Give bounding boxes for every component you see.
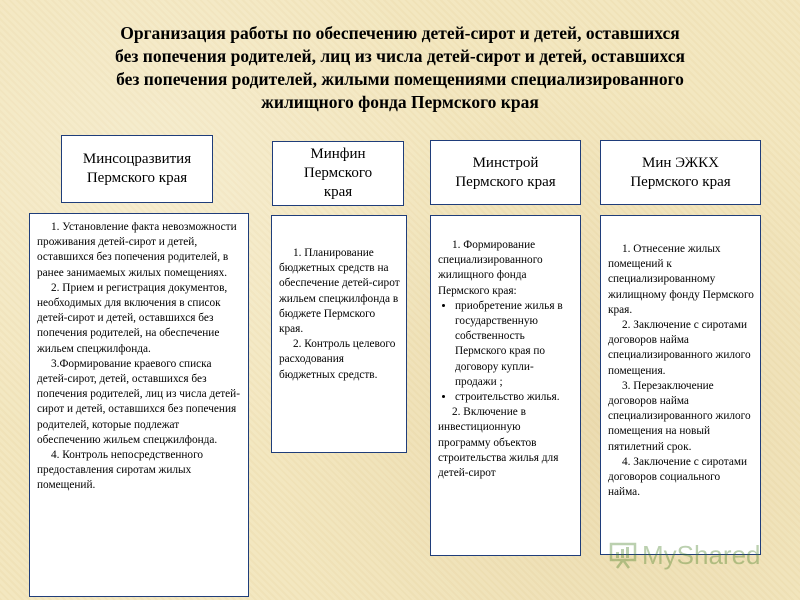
watermark-text: MyShared: [642, 539, 761, 570]
tasks-minstroy: [430, 215, 581, 556]
bullet-item: • приобретение жилья в государственную собственность Пермского края по договору купли-продажи ;: [455, 299, 574, 390]
bullet-item: • строительство жилья.: [455, 390, 574, 405]
header-line: Пермского: [303, 165, 373, 181]
header-line: Пермского края: [630, 173, 731, 190]
task-item: 1. Отнесение жилых помещений к специализированному жилищному фонду Пермского края.: [608, 243, 754, 316]
task-item: 4. Контроль непосредственного предоставления сиротам жилых помещений.: [37, 449, 204, 492]
title-line: Организация работы по обеспечению детей-сирот и детей, оставшихся: [120, 23, 680, 43]
header-minstroy: [430, 140, 581, 205]
task-item: 2. Контроль целевого расходования бюджетных средств.: [279, 338, 396, 381]
task-item: 2. Заключение с сиротами договоров найма специализированного жилого помещения.: [608, 319, 751, 377]
task-item: 1. Установление факта невозможности проживания детей-сирот и детей, оставшихся без попечения родителей, в ранее занимаемых жилых помещениях.: [37, 221, 237, 279]
title-line: жилищного фонда Пермского края: [261, 92, 539, 112]
header-min-ezhkkh: [600, 140, 761, 205]
watermark-logo: [608, 538, 768, 572]
header-minfin: [272, 141, 404, 206]
header-line: Пермского края: [86, 170, 188, 186]
task-item: 3. Перезаключение договоров найма специализированного жилого помещения на новый пятилетний срок.: [608, 379, 751, 453]
header-line: края: [323, 184, 353, 200]
header-line: Минстрой: [472, 154, 539, 171]
title-line: без попечения родителей, лиц из числа детей-сирот и детей, оставшихся: [115, 46, 685, 66]
header-line: Минсоцразвития: [82, 151, 192, 167]
header-line: Мин ЭЖКХ: [642, 154, 719, 171]
presentation-icon: [608, 540, 638, 570]
tasks-min-ezhkkh: [600, 215, 761, 555]
tasks-minsocrazvitiya: [29, 213, 249, 597]
header-line: Пермского края: [455, 173, 556, 190]
header-line: Минфин: [310, 146, 366, 162]
task-item: 3.Формирование краевого списка детей-сирот, детей, оставшихся без попечения родителей, лиц из числа детей-сирот и детей, оставшихся без попечения родителей, которые подлежат обеспечению жильем спецжилфонда.: [37, 357, 240, 446]
header-minsocrazvitiya: [61, 135, 213, 203]
task-item: 2. Прием и регистрация документов, необходимых для включения в список детей-сирот и детей, оставшихся без попечения родителей, на обеспечение жильем спецжилфонда.: [37, 281, 228, 355]
task-item: 1. Планирование бюджетных средств на обеспечение детей-сирот жильем спецжилфонда в бюджете Пермского края.: [279, 247, 400, 336]
title-line: без попечения родителей, жилыми помещениями специализированного: [116, 69, 684, 89]
task-item: 2. Включение в инвестиционную программу объектов строительства жилья для детей-сирот: [438, 406, 559, 480]
bullet-list: [438, 299, 574, 405]
tasks-minfin: [271, 215, 407, 453]
page-title: [40, 22, 760, 114]
task-item: 4. Заключение с сиротами договоров социального найма.: [608, 455, 748, 499]
task-item: 1. Формирование специализированного жилищного фонда Пермского края:: [438, 239, 543, 297]
